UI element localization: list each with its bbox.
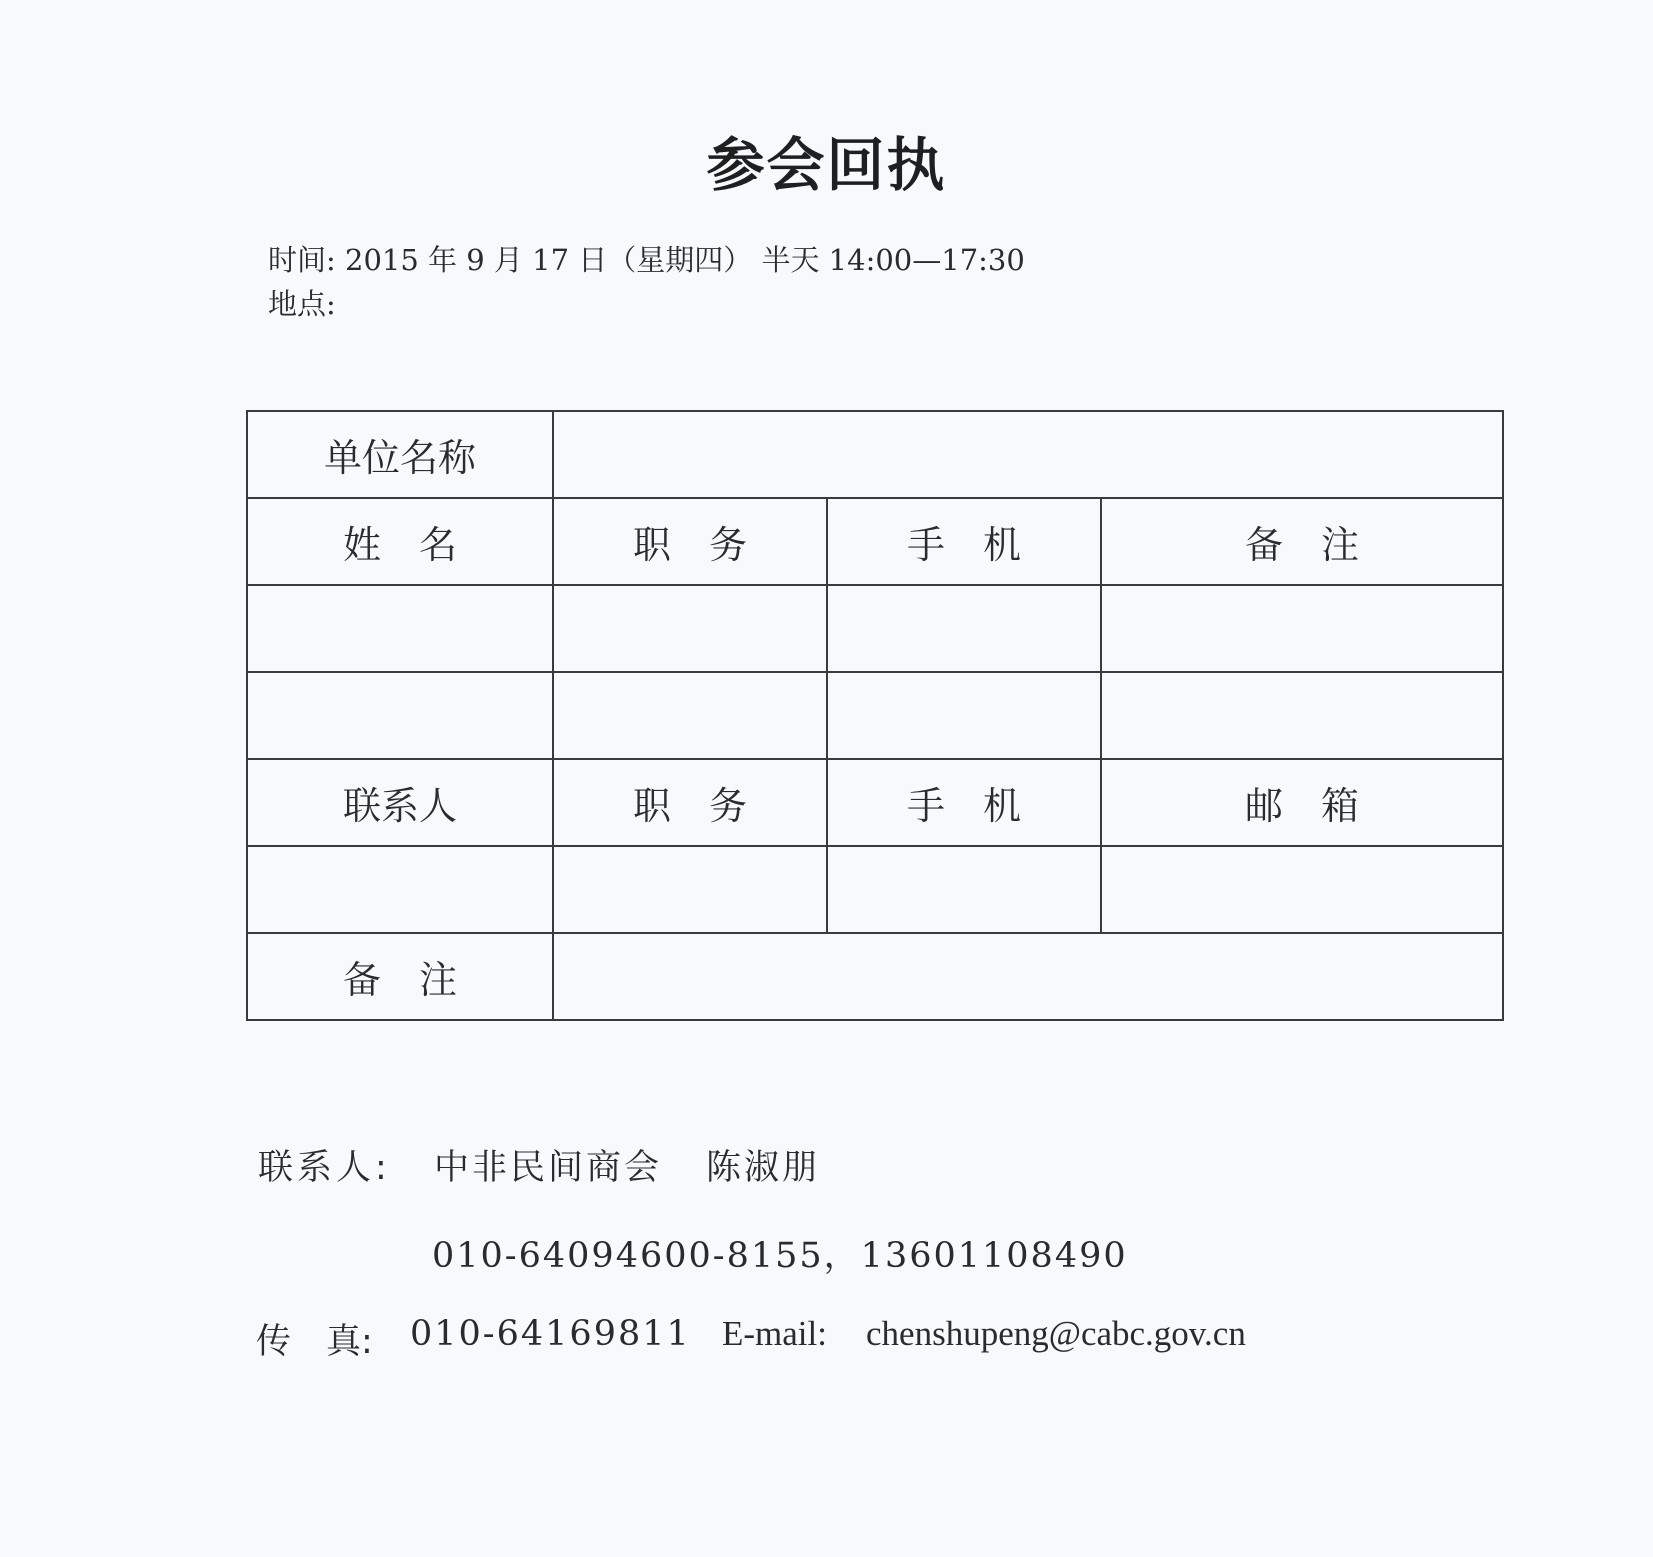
fax-value: 010-64169811 — [410, 1314, 691, 1354]
header-contact: 联系人 — [342, 784, 457, 828]
meeting-place: 地点: — [268, 287, 336, 321]
org-row — [247, 411, 1503, 498]
registration-table — [246, 410, 1504, 1021]
page-title: 参会回执 — [706, 131, 947, 199]
meeting-time: 时间: 2015 年 9 月 17 日（星期四） 半天 14:00—17:30 — [268, 243, 1025, 277]
attendee-mobile-field[interactable] — [827, 585, 1101, 672]
contact-position-field[interactable] — [553, 846, 827, 933]
remarks-label: 备 注 — [342, 958, 457, 1002]
header-name: 姓 名 — [342, 523, 457, 567]
header-position-cell — [553, 498, 827, 585]
contact-mobile-field[interactable] — [827, 846, 1101, 933]
header-contact-mobile: 手 机 — [906, 784, 1021, 828]
attendee-header-row — [247, 498, 1503, 585]
attendee-position-field[interactable] — [553, 672, 827, 759]
attendee-name-field[interactable] — [247, 585, 553, 672]
attendee-row — [247, 585, 1503, 672]
email-label: E-mail: — [722, 1314, 827, 1353]
header-remark: 备 注 — [1245, 523, 1360, 567]
contact-label: 联系人: — [258, 1148, 391, 1188]
header-position: 职 务 — [632, 523, 747, 567]
attendee-remark-field[interactable] — [1101, 585, 1503, 672]
header-name-cell — [247, 498, 553, 585]
contact-name-field[interactable] — [247, 846, 553, 933]
header-mobile: 手 机 — [906, 523, 1021, 567]
remarks-row — [247, 933, 1503, 1020]
attendee-row — [247, 672, 1503, 759]
header-contact-mobile-cell — [827, 759, 1101, 846]
org-name-field[interactable] — [553, 411, 1503, 498]
email-value: chenshupeng@cabc.gov.cn — [866, 1314, 1246, 1353]
header-email: 邮 箱 — [1245, 784, 1360, 828]
contact-org: 中非民间商会 — [434, 1148, 663, 1188]
contact-row — [247, 846, 1503, 933]
org-label: 单位名称 — [323, 436, 476, 480]
fax-label: 传 真: — [256, 1322, 373, 1362]
header-contact-position: 职 务 — [632, 784, 747, 828]
header-contact-cell — [247, 759, 553, 846]
org-label-cell — [247, 411, 553, 498]
contact-header-row — [247, 759, 1503, 846]
attendee-position-field[interactable] — [553, 585, 827, 672]
attendee-mobile-field[interactable] — [827, 672, 1101, 759]
contact-email-field[interactable] — [1101, 846, 1503, 933]
header-contact-position-cell — [553, 759, 827, 846]
contact-person: 陈淑朋 — [706, 1148, 821, 1188]
header-remark-cell — [1101, 498, 1503, 585]
remarks-field[interactable] — [553, 933, 1503, 1020]
attendee-remark-field[interactable] — [1101, 672, 1503, 759]
header-email-cell — [1101, 759, 1503, 846]
attendee-name-field[interactable] — [247, 672, 553, 759]
remarks-label-cell — [247, 933, 553, 1020]
header-mobile-cell — [827, 498, 1101, 585]
contact-phone: 010-64094600-8155，13601108490 — [432, 1236, 1128, 1276]
